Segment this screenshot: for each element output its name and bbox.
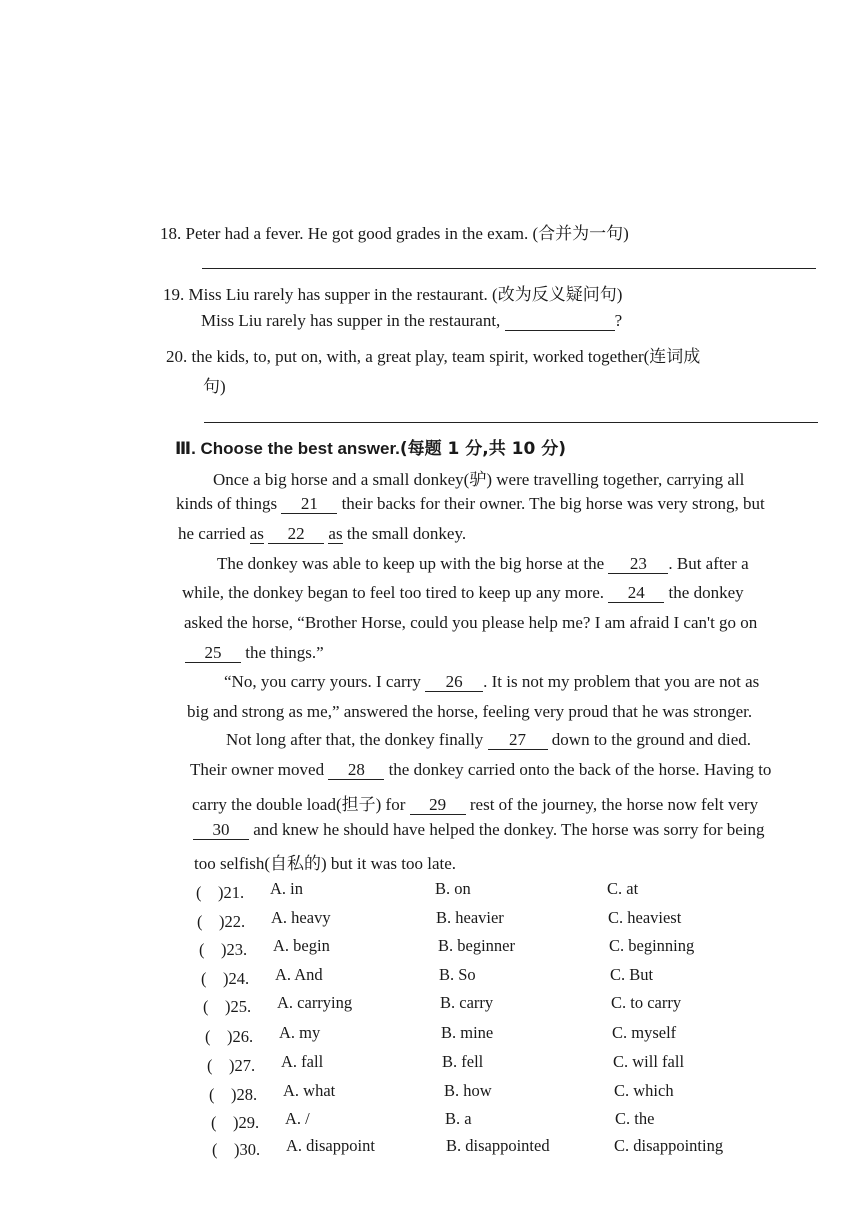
option-b[interactable]: B. on bbox=[435, 879, 471, 898]
option-b[interactable]: B. heavier bbox=[436, 908, 504, 927]
option-b[interactable]: B. how bbox=[444, 1081, 492, 1100]
question-number[interactable]: ( )30. bbox=[212, 1140, 261, 1159]
passage-line: 30 and knew he should have helped the donkey. The horse was sorry for being bbox=[193, 820, 765, 840]
question-number[interactable]: ( )22. bbox=[197, 912, 246, 931]
question-19: 19. Miss Liu rarely has supper in the restaurant. (改为反义疑问句) bbox=[163, 285, 623, 304]
option-a[interactable]: A. my bbox=[279, 1023, 321, 1042]
option-c[interactable]: C. disappointing bbox=[614, 1136, 724, 1155]
blank-28[interactable]: 28 bbox=[328, 761, 384, 780]
passage-line: too selfish(自私的) but it was too late. bbox=[194, 854, 457, 873]
question-number[interactable]: ( )26. bbox=[205, 1027, 254, 1046]
question-20: 20. the kids, to, put on, with, a great play, team spirit, worked together(连词成 bbox=[166, 347, 701, 366]
passage-line: carry the double load(担子) for 29 rest of the journey, the horse now felt very bbox=[192, 795, 759, 814]
question-number[interactable]: ( )27. bbox=[207, 1056, 256, 1075]
option-a[interactable]: A. fall bbox=[281, 1052, 324, 1071]
option-b[interactable]: B. So bbox=[439, 965, 476, 984]
passage-line: while, the donkey began to feel too tired to keep up any more. 24 the donkey bbox=[182, 583, 744, 602]
blank-24[interactable]: 24 bbox=[608, 584, 664, 603]
passage-line: kinds of things 21 their backs for their owner. The big horse was very strong, but bbox=[176, 494, 765, 513]
answer-line-18[interactable] bbox=[202, 268, 816, 269]
question-number[interactable]: ( )21. bbox=[196, 883, 245, 902]
blank-29[interactable]: 29 bbox=[410, 796, 466, 815]
option-c[interactable]: C. which bbox=[614, 1081, 674, 1100]
option-b[interactable]: B. disappointed bbox=[446, 1136, 550, 1155]
option-c[interactable]: C. will fall bbox=[613, 1052, 685, 1071]
option-a[interactable]: A. carrying bbox=[277, 993, 353, 1012]
question-20-cont: 句) bbox=[203, 377, 226, 396]
option-b[interactable]: B. fell bbox=[442, 1052, 484, 1071]
blank-27[interactable]: 27 bbox=[488, 731, 548, 750]
passage-line: 25 the things.” bbox=[185, 643, 324, 663]
question-19-prompt: Miss Liu rarely has supper in the restaurant, ? bbox=[201, 311, 623, 330]
blank-25[interactable]: 25 bbox=[185, 644, 241, 663]
blank-23[interactable]: 23 bbox=[608, 555, 668, 574]
passage-line: Their owner moved 28 the donkey carried onto the back of the horse. Having to bbox=[190, 760, 772, 779]
passage-line: Not long after that, the donkey finally 27 down to the ground and died. bbox=[226, 730, 752, 749]
passage-line: The donkey was able to keep up with the big horse at the 23 . But after a bbox=[217, 554, 749, 573]
question-number[interactable]: ( )28. bbox=[209, 1085, 258, 1104]
question-number[interactable]: ( )29. bbox=[211, 1113, 260, 1132]
option-c[interactable]: C. to carry bbox=[611, 993, 682, 1012]
option-a[interactable]: A. heavy bbox=[271, 908, 331, 927]
option-b[interactable]: B. beginner bbox=[438, 936, 515, 955]
option-a[interactable]: A. And bbox=[275, 965, 323, 984]
option-b[interactable]: B. a bbox=[445, 1109, 472, 1128]
option-c[interactable]: C. myself bbox=[612, 1023, 677, 1042]
option-c[interactable]: C. the bbox=[615, 1109, 655, 1128]
answer-blank-19[interactable] bbox=[505, 312, 615, 331]
option-b[interactable]: B. mine bbox=[441, 1023, 494, 1042]
passage-line: asked the horse, “Brother Horse, could you please help me? I am afraid I can't go on bbox=[184, 613, 758, 632]
option-a[interactable]: A. begin bbox=[273, 936, 330, 955]
option-c[interactable]: C. at bbox=[607, 879, 639, 898]
blank-22[interactable]: 22 bbox=[268, 525, 324, 544]
passage-line: “No, you carry yours. I carry 26 . It is not my problem that you are not as bbox=[224, 672, 760, 691]
question-18: 18. Peter had a fever. He got good grades in the exam. (合并为一句) bbox=[160, 224, 629, 243]
option-c[interactable]: C. But bbox=[610, 965, 654, 984]
option-c[interactable]: C. beginning bbox=[609, 936, 695, 955]
blank-26[interactable]: 26 bbox=[425, 673, 483, 692]
question-number[interactable]: ( )23. bbox=[199, 940, 248, 959]
option-a[interactable]: A. disappoint bbox=[286, 1136, 375, 1155]
section-title: Ⅲ. Choose the best answer.(每题 1 分,共 10 分) bbox=[175, 439, 567, 459]
blank-30[interactable]: 30 bbox=[193, 821, 249, 840]
option-b[interactable]: B. carry bbox=[440, 993, 494, 1012]
option-c[interactable]: C. heaviest bbox=[608, 908, 682, 927]
answer-line-20[interactable] bbox=[204, 422, 818, 423]
passage-line: he carried as 22 as the small donkey. bbox=[178, 524, 467, 543]
option-a[interactable]: A. what bbox=[283, 1081, 336, 1100]
question-number[interactable]: ( )24. bbox=[201, 969, 250, 988]
question-number[interactable]: ( )25. bbox=[203, 997, 252, 1016]
blank-21[interactable]: 21 bbox=[281, 495, 337, 514]
passage-line: Once a big horse and a small donkey(驴) were travelling together, carrying all bbox=[213, 470, 745, 489]
option-a[interactable]: A. / bbox=[285, 1109, 310, 1128]
option-a[interactable]: A. in bbox=[270, 879, 303, 898]
passage-line: big and strong as me,” answered the horse, feeling very proud that he was stronger. bbox=[187, 702, 753, 721]
